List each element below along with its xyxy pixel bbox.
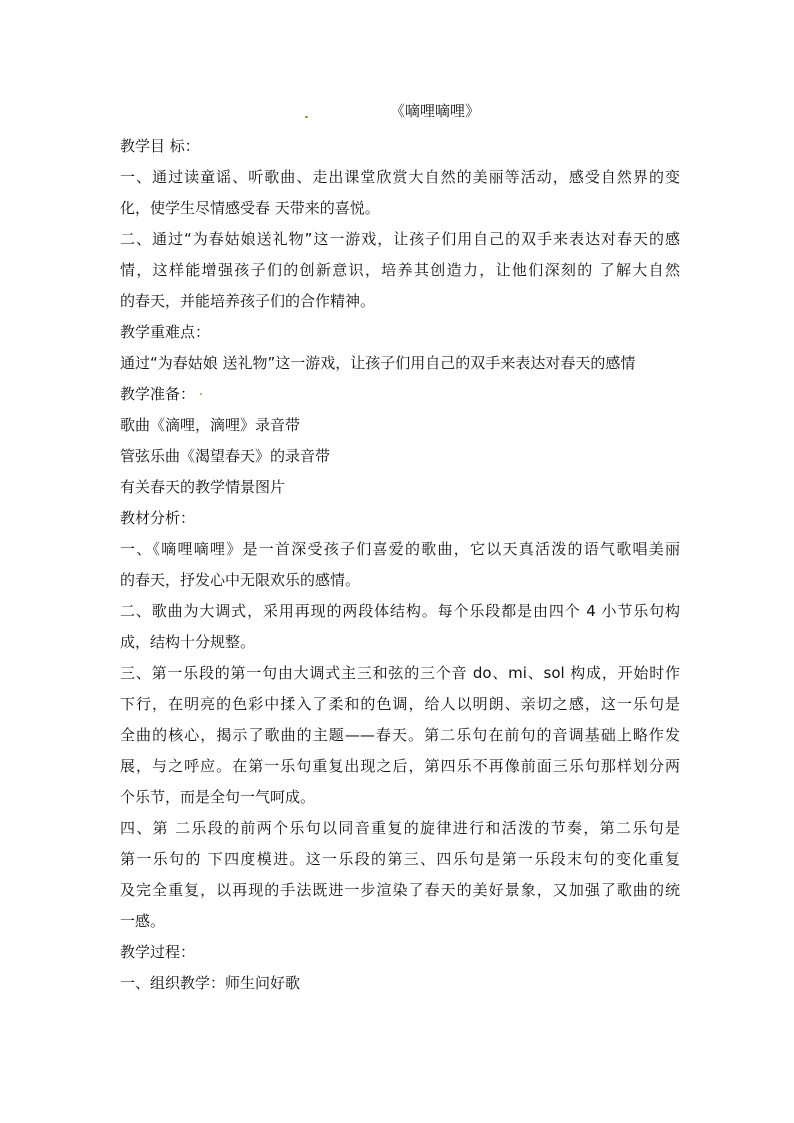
stray-mark bbox=[305, 116, 308, 118]
text-line: 下行，在明亮的色彩中揉入了柔和的色调，给人以明朗、亲切之感，这一乐句是 bbox=[120, 695, 680, 713]
text-line: 的春天，抒发心中无限欢乐的感情。 bbox=[120, 571, 361, 589]
text-line: 管弦乐曲《渴望春天》的录音带 bbox=[120, 447, 331, 465]
text-line: 情，这样能增强孩子们的创新意识，培养其创造力，让他们深刻的 了解大自然 bbox=[120, 261, 680, 279]
text-line: 一、组织教学：师生问好歌 bbox=[120, 974, 301, 992]
text-line: 有关春天的教学情景图片 bbox=[120, 478, 286, 496]
text-line: 教学目 标： bbox=[120, 137, 200, 155]
text-line: 教学准备： bbox=[120, 385, 196, 403]
text-line: 二、通过“为春姑娘送礼物”这一游戏，让孩子们用自己的双手来表达对春天的感 bbox=[120, 230, 680, 248]
text-line: 歌曲《滴哩，滴哩》录音带 bbox=[120, 416, 301, 434]
text-line: 展，与之呼应。在第一乐句重复出现之后，第四乐不再像前面三乐句那样划分两 bbox=[120, 757, 680, 775]
text-line: 第一乐句的 下四度模进。这一乐段的第三、四乐句是第一乐段末句的变化重复 bbox=[120, 850, 680, 868]
text-line: 教材分析： bbox=[120, 509, 196, 527]
text-line: 一感。 bbox=[120, 912, 166, 930]
text-line: 二、歌曲为大调式，采用再现的两段体结构。每个乐段都是由四个 4 小节乐句构 bbox=[120, 602, 680, 620]
text-line: 个乐节，而是全句一气呵成。 bbox=[120, 788, 316, 806]
text-line: 一、《嘀哩嘀哩》是一首深受孩子们喜爱的歌曲，它以天真活泼的语气歌唱美丽 bbox=[120, 540, 680, 558]
text-line: 全曲的核心，揭示了歌曲的主题——春天。第二乐句在前句的音调基础上略作发 bbox=[120, 726, 680, 744]
text-line: 及完全重复，以再现的手法既进一步渲染了春天的美好景象，又加强了歌曲的统 bbox=[120, 881, 680, 899]
document-title: 《嘀哩嘀哩》 bbox=[389, 102, 480, 120]
document-body bbox=[120, 131, 680, 999]
text-line: 教学过程： bbox=[120, 943, 196, 961]
text-line: 通过“为春姑娘 送礼物”这一游戏，让孩子们用自己的双手来表达对春天的感情 bbox=[120, 354, 636, 372]
text-line: 的春天，并能培养孩子们的合作精神。 bbox=[120, 292, 376, 310]
text-line: 化，使学生尽情感受春 天带来的喜悦。 bbox=[120, 199, 380, 217]
text-line: 三、第一乐段的第一句由大调式主三和弦的三个音 do、mi、sol 构成，开始时作 bbox=[120, 664, 680, 682]
text-line: 四、第 二乐段的前两个乐句以同音重复的旋律进行和活泼的节奏，第二乐句是 bbox=[120, 819, 680, 837]
text-line: 教学重难点： bbox=[120, 323, 211, 341]
text-line: 成，结构十分规整。 bbox=[120, 633, 256, 651]
text-line: 一、通过读童谣、听歌曲、走出课堂欣赏大自然的美丽等活动，感受自然界的变 bbox=[120, 168, 680, 186]
